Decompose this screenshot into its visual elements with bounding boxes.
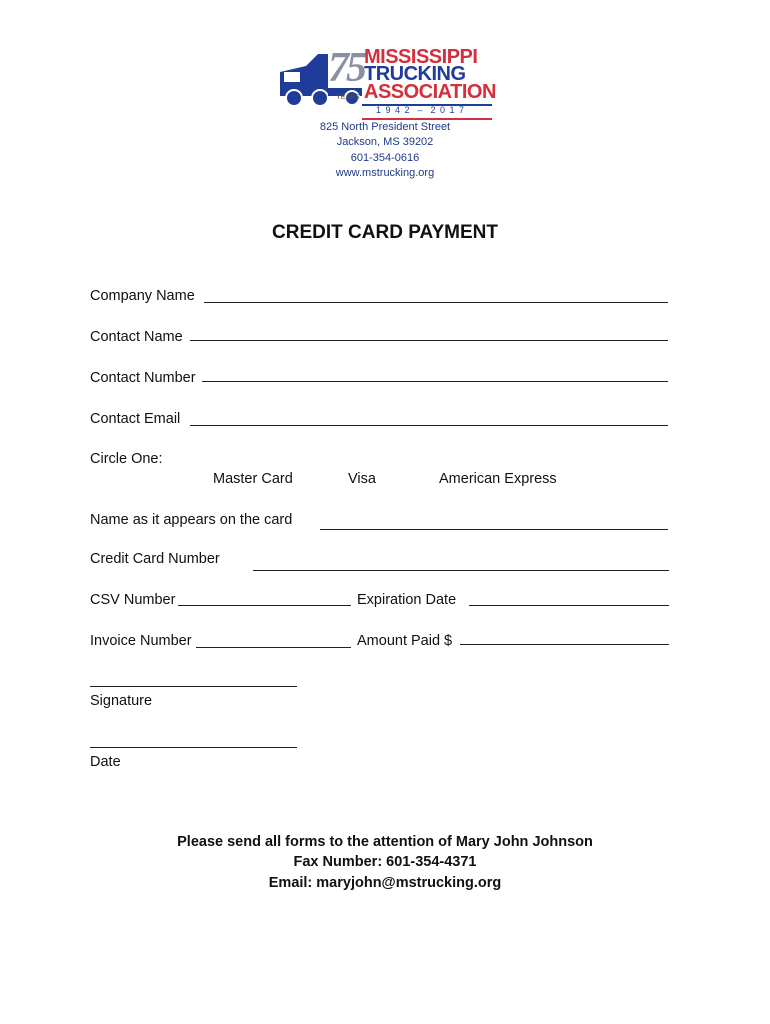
contact-number-field[interactable] <box>202 381 668 382</box>
signature-field[interactable] <box>90 686 297 687</box>
amount-paid-label: Amount Paid $ <box>357 633 453 649</box>
card-number-label: Credit Card Number <box>90 551 220 567</box>
contact-name-field[interactable] <box>190 340 668 341</box>
signature-label: Signature <box>90 693 153 709</box>
address-city: Jackson, MS 39202 <box>336 136 434 148</box>
card-option-visa[interactable]: Visa <box>348 471 376 487</box>
address-web[interactable]: www.mstrucking.org <box>335 167 435 179</box>
expiration-date-field[interactable] <box>469 605 669 606</box>
logo-line-trucking: TRUCKING <box>364 63 466 85</box>
contact-email-label: Contact Email <box>90 411 181 427</box>
name-on-card-label: Name as it appears on the card <box>90 512 293 528</box>
footer-email: Email: maryjohn@mstrucking.org <box>268 875 502 891</box>
invoice-number-label: Invoice Number <box>90 633 192 649</box>
csv-number-label: CSV Number <box>90 592 176 608</box>
card-option-amex[interactable]: American Express <box>439 471 557 487</box>
company-name-label: Company Name <box>90 288 195 304</box>
logo-line-mississippi: MISSISSIPPI <box>364 46 478 68</box>
contact-name-label: Contact Name <box>90 329 183 345</box>
amount-paid-field[interactable] <box>460 644 669 645</box>
csv-number-field[interactable] <box>178 605 351 606</box>
address-phone: 601-354-0616 <box>350 152 420 164</box>
anniversary-number: 75 <box>328 45 364 91</box>
mta-logo <box>276 44 500 122</box>
date-field[interactable] <box>90 747 297 748</box>
address-street: 825 North President Street <box>319 121 451 133</box>
years-label: YEARS <box>336 94 360 101</box>
name-on-card-field[interactable] <box>320 529 668 530</box>
logo-dates: 1 9 4 2 – 2 0 1 7 <box>376 105 466 115</box>
circle-one-label: Circle One: <box>90 451 163 467</box>
card-number-field[interactable] <box>253 570 669 571</box>
company-name-field[interactable] <box>204 302 668 303</box>
invoice-number-field[interactable] <box>196 647 351 648</box>
date-label: Date <box>90 754 121 770</box>
footer-fax: Fax Number: 601-354-4371 <box>293 854 477 870</box>
logo-line-association: ASSOCIATION <box>364 81 496 103</box>
contact-number-label: Contact Number <box>90 370 196 386</box>
expiration-date-label: Expiration Date <box>357 592 457 608</box>
footer-attention: Please send all forms to the attention of Mary John Johnson <box>177 834 593 850</box>
contact-email-field[interactable] <box>190 425 668 426</box>
card-option-master[interactable]: Master Card <box>213 471 293 487</box>
page-title: CREDIT CARD PAYMENT <box>272 222 498 243</box>
logo-dates-bar <box>362 104 492 120</box>
